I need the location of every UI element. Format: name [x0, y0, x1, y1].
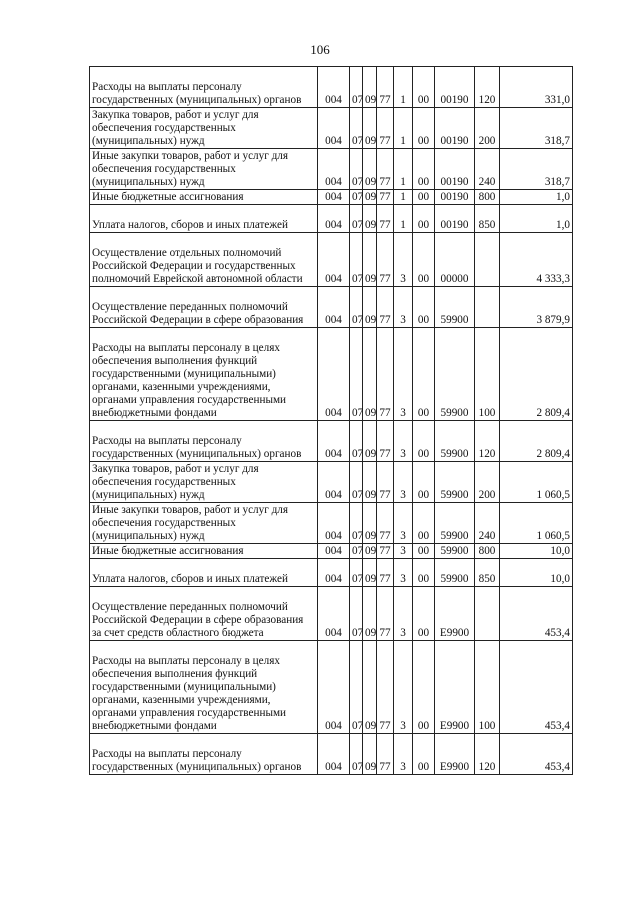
table-row [90, 149, 573, 190]
amount: 1 060,5 [500, 503, 573, 544]
article-code: Е9900 [435, 587, 475, 641]
article-code: 59900 [435, 462, 475, 503]
amount: 453,4 [500, 641, 573, 734]
amount: 318,7 [500, 108, 573, 149]
ministry-code: 004 [318, 734, 350, 775]
subprogram-code: 1 [394, 190, 413, 205]
subprogram-code: 3 [394, 559, 413, 587]
ministry-code: 004 [318, 544, 350, 559]
subsection-code: 09 [363, 503, 377, 544]
amount: 4 333,3 [500, 233, 573, 287]
subprogram-code: 1 [394, 149, 413, 190]
expense-description: Расходы на выплаты персоналу в целях обеспечения выполнения функций государственными (муниципальными) органами, казенными учреждениями, органами управления государственными внебюджетными фондами [90, 641, 318, 734]
direction-code: 00 [413, 734, 435, 775]
article-code: 00190 [435, 190, 475, 205]
expense-type-code: 850 [475, 205, 500, 233]
subprogram-code: 3 [394, 233, 413, 287]
subsection-code: 09 [363, 641, 377, 734]
subsection-code: 09 [363, 108, 377, 149]
table-body [90, 67, 573, 775]
program-code: 77 [377, 287, 394, 328]
expense-description: Осуществление переданных полномочий Российской Федерации в сфере образования [90, 287, 318, 328]
ministry-code: 004 [318, 233, 350, 287]
subprogram-code: 1 [394, 108, 413, 149]
subsection-code: 09 [363, 734, 377, 775]
article-code: 59900 [435, 559, 475, 587]
direction-code: 00 [413, 421, 435, 462]
program-code: 77 [377, 233, 394, 287]
direction-code: 00 [413, 462, 435, 503]
article-code: 00190 [435, 149, 475, 190]
article-code: 00190 [435, 205, 475, 233]
subsection-code: 09 [363, 421, 377, 462]
article-code: 00190 [435, 67, 475, 108]
amount: 10,0 [500, 559, 573, 587]
expense-type-code: 200 [475, 462, 500, 503]
ministry-code: 004 [318, 108, 350, 149]
program-code: 77 [377, 205, 394, 233]
table-row [90, 328, 573, 421]
program-code: 77 [377, 559, 394, 587]
section-code: 07 [350, 559, 363, 587]
ministry-code: 004 [318, 641, 350, 734]
amount: 2 809,4 [500, 421, 573, 462]
direction-code: 00 [413, 587, 435, 641]
section-code: 07 [350, 67, 363, 108]
subprogram-code: 3 [394, 328, 413, 421]
program-code: 77 [377, 190, 394, 205]
section-code: 07 [350, 503, 363, 544]
section-code: 07 [350, 421, 363, 462]
expense-description: Расходы на выплаты персоналу государственных (муниципальных) органов [90, 734, 318, 775]
expense-description: Иные закупки товаров, работ и услуг для обеспечения государственных (муниципальных) нужд [90, 503, 318, 544]
ministry-code: 004 [318, 559, 350, 587]
program-code: 77 [377, 503, 394, 544]
subprogram-code: 1 [394, 67, 413, 108]
direction-code: 00 [413, 559, 435, 587]
program-code: 77 [377, 587, 394, 641]
expense-type-code: 800 [475, 544, 500, 559]
subsection-code: 09 [363, 67, 377, 108]
direction-code: 00 [413, 190, 435, 205]
amount: 453,4 [500, 734, 573, 775]
amount: 1,0 [500, 205, 573, 233]
program-code: 77 [377, 641, 394, 734]
table-row [90, 641, 573, 734]
ministry-code: 004 [318, 328, 350, 421]
table-row [90, 233, 573, 287]
direction-code: 00 [413, 205, 435, 233]
expense-description: Уплата налогов, сборов и иных платежей [90, 205, 318, 233]
article-code: 59900 [435, 421, 475, 462]
expense-type-code: 120 [475, 734, 500, 775]
budget-table [89, 66, 573, 775]
ministry-code: 004 [318, 503, 350, 544]
program-code: 77 [377, 149, 394, 190]
direction-code: 00 [413, 108, 435, 149]
program-code: 77 [377, 462, 394, 503]
direction-code: 00 [413, 503, 435, 544]
subprogram-code: 3 [394, 544, 413, 559]
amount: 318,7 [500, 149, 573, 190]
section-code: 07 [350, 641, 363, 734]
program-code: 77 [377, 421, 394, 462]
table-row [90, 559, 573, 587]
section-code: 07 [350, 544, 363, 559]
direction-code: 00 [413, 67, 435, 108]
table-row [90, 205, 573, 233]
ministry-code: 004 [318, 190, 350, 205]
expense-description: Иные бюджетные ассигнования [90, 544, 318, 559]
expense-description: Расходы на выплаты персоналу государственных (муниципальных) органов [90, 421, 318, 462]
expense-description: Иные закупки товаров, работ и услуг для обеспечения государственных (муниципальных) нужд [90, 149, 318, 190]
subsection-code: 09 [363, 190, 377, 205]
expense-type-code: 800 [475, 190, 500, 205]
table-row [90, 462, 573, 503]
amount: 1 060,5 [500, 462, 573, 503]
section-code: 07 [350, 205, 363, 233]
subprogram-code: 1 [394, 205, 413, 233]
table-row [90, 67, 573, 108]
amount: 3 879,9 [500, 287, 573, 328]
expense-type-code [475, 587, 500, 641]
subsection-code: 09 [363, 559, 377, 587]
table-row [90, 503, 573, 544]
section-code: 07 [350, 462, 363, 503]
section-code: 07 [350, 734, 363, 775]
ministry-code: 004 [318, 67, 350, 108]
section-code: 07 [350, 287, 363, 328]
subsection-code: 09 [363, 287, 377, 328]
page-number: 106 [310, 42, 330, 57]
table-row [90, 587, 573, 641]
subprogram-code: 3 [394, 287, 413, 328]
program-code: 77 [377, 67, 394, 108]
expense-type-code: 850 [475, 559, 500, 587]
direction-code: 00 [413, 544, 435, 559]
direction-code: 00 [413, 149, 435, 190]
ministry-code: 004 [318, 149, 350, 190]
ministry-code: 004 [318, 421, 350, 462]
expense-type-code: 100 [475, 328, 500, 421]
expense-description: Осуществление переданных полномочий Российской Федерации в сфере образования за счет средств областного бюджета [90, 587, 318, 641]
article-code: 59900 [435, 503, 475, 544]
expense-type-code: 240 [475, 149, 500, 190]
expense-type-code: 120 [475, 67, 500, 108]
subprogram-code: 3 [394, 641, 413, 734]
subprogram-code: 3 [394, 462, 413, 503]
section-code: 07 [350, 233, 363, 287]
table-row [90, 287, 573, 328]
expense-type-code: 240 [475, 503, 500, 544]
table-row [90, 734, 573, 775]
article-code: Е9900 [435, 641, 475, 734]
section-code: 07 [350, 108, 363, 149]
direction-code: 00 [413, 328, 435, 421]
expense-description: Закупка товаров, работ и услуг для обеспечения государственных (муниципальных) нужд [90, 462, 318, 503]
expense-type-code [475, 287, 500, 328]
direction-code: 00 [413, 233, 435, 287]
subsection-code: 09 [363, 587, 377, 641]
expense-type-code: 100 [475, 641, 500, 734]
table-row [90, 421, 573, 462]
article-code: 00190 [435, 108, 475, 149]
table-row [90, 190, 573, 205]
expense-type-code: 200 [475, 108, 500, 149]
expense-type-code [475, 233, 500, 287]
amount: 453,4 [500, 587, 573, 641]
section-code: 07 [350, 587, 363, 641]
expense-description: Расходы на выплаты персоналу государственных (муниципальных) органов [90, 67, 318, 108]
subsection-code: 09 [363, 149, 377, 190]
expense-description: Закупка товаров, работ и услуг для обеспечения государственных (муниципальных) нужд [90, 108, 318, 149]
subprogram-code: 3 [394, 503, 413, 544]
ministry-code: 004 [318, 587, 350, 641]
expense-description: Иные бюджетные ассигнования [90, 190, 318, 205]
ministry-code: 004 [318, 205, 350, 233]
article-code: Е9900 [435, 734, 475, 775]
section-code: 07 [350, 149, 363, 190]
ministry-code: 004 [318, 287, 350, 328]
amount: 10,0 [500, 544, 573, 559]
subprogram-code: 3 [394, 587, 413, 641]
article-code: 00000 [435, 233, 475, 287]
expense-description: Осуществление отдельных полномочий Российской Федерации и государственных полномочий Еврейской автономной области [90, 233, 318, 287]
expense-description: Уплата налогов, сборов и иных платежей [90, 559, 318, 587]
direction-code: 00 [413, 641, 435, 734]
expense-description: Расходы на выплаты персоналу в целях обеспечения выполнения функций государственными (муниципальными) органами, казенными учреждениями, органами управления государственными внебюджетными фондами [90, 328, 318, 421]
ministry-code: 004 [318, 462, 350, 503]
program-code: 77 [377, 544, 394, 559]
table-row [90, 108, 573, 149]
subprogram-code: 3 [394, 421, 413, 462]
subsection-code: 09 [363, 328, 377, 421]
amount: 331,0 [500, 67, 573, 108]
subsection-code: 09 [363, 544, 377, 559]
program-code: 77 [377, 734, 394, 775]
subsection-code: 09 [363, 233, 377, 287]
subsection-code: 09 [363, 205, 377, 233]
amount: 1,0 [500, 190, 573, 205]
article-code: 59900 [435, 544, 475, 559]
section-code: 07 [350, 328, 363, 421]
program-code: 77 [377, 328, 394, 421]
article-code: 59900 [435, 328, 475, 421]
article-code: 59900 [435, 287, 475, 328]
table-row [90, 544, 573, 559]
program-code: 77 [377, 108, 394, 149]
direction-code: 00 [413, 287, 435, 328]
amount: 2 809,4 [500, 328, 573, 421]
section-code: 07 [350, 190, 363, 205]
subprogram-code: 3 [394, 734, 413, 775]
expense-type-code: 120 [475, 421, 500, 462]
subsection-code: 09 [363, 462, 377, 503]
